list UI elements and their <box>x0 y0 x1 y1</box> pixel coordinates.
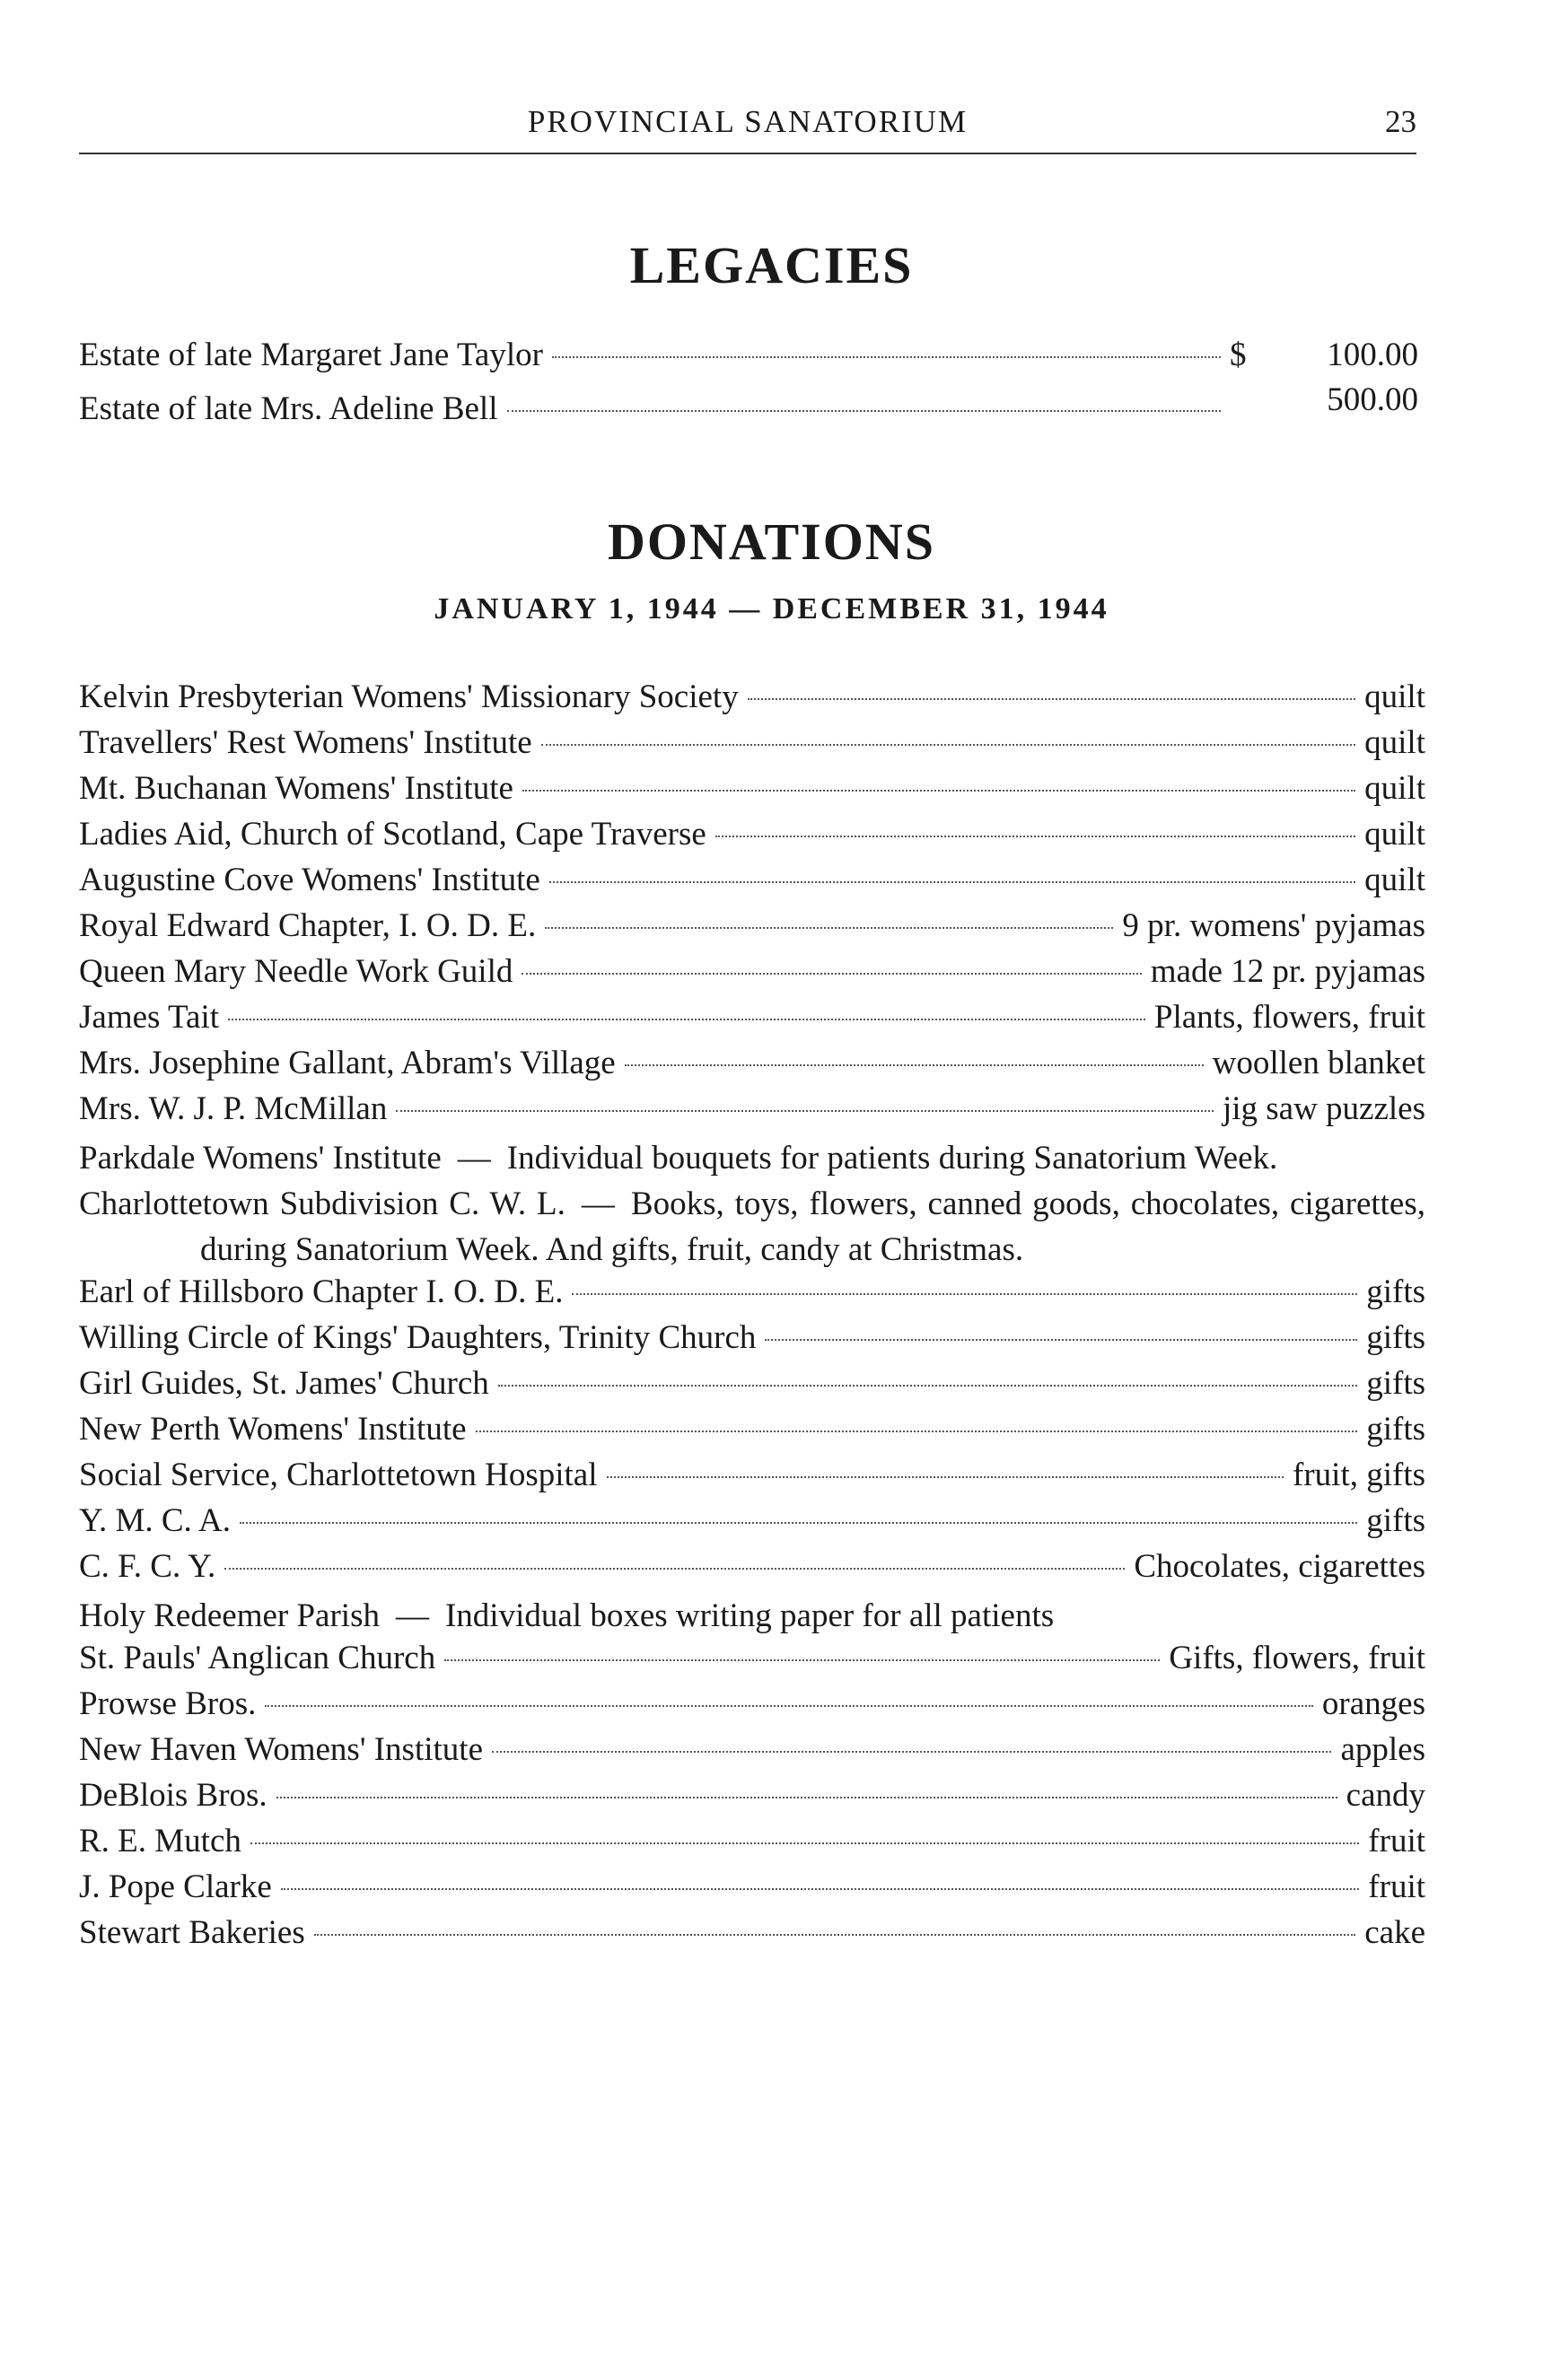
donation-gift: gifts <box>1366 1365 1425 1402</box>
dot-leader <box>507 410 1222 412</box>
donor-name: Girl Guides, St. James' Church <box>79 1365 489 1402</box>
currency-symbol: $ <box>1230 337 1247 373</box>
donor-name: C. F. C. Y. <box>79 1548 216 1585</box>
donation-gift: quilt <box>1364 724 1425 761</box>
dot-leader <box>396 1110 1214 1112</box>
legacies-heading: LEGACIES <box>629 236 914 294</box>
legacy-amount-cell <box>1230 381 1418 419</box>
dot-leader <box>276 1797 1337 1798</box>
donor-name: Augustine Cove Womens' Institute <box>79 862 540 898</box>
legacy-row <box>79 336 1418 381</box>
donation-gift: Plants, flowers, fruit <box>1153 999 1425 1036</box>
donation-gift: cake <box>1364 1914 1425 1951</box>
dot-leader <box>541 744 1355 746</box>
dot-leader <box>228 1019 1145 1020</box>
donation-gift: quilt <box>1364 816 1425 853</box>
dot-leader <box>765 1339 1357 1341</box>
dot-leader <box>498 1385 1357 1387</box>
donation-row <box>79 1684 1425 1730</box>
dot-leader <box>552 356 1221 358</box>
donation-gift: quilt <box>1364 770 1425 807</box>
donation-gift: Chocolates, cigarettes <box>1134 1548 1425 1585</box>
legacies-list <box>79 336 1418 425</box>
donor-name: Travellers' Rest Womens' Institute <box>79 724 532 761</box>
dot-leader <box>522 790 1355 792</box>
donor-name: Parkdale Womens' Institute <box>79 1140 442 1177</box>
donation-row <box>79 1868 1425 1913</box>
donation-row <box>79 1822 1425 1868</box>
donor-name: Y. M. C. A. <box>79 1502 231 1539</box>
donation-row <box>79 1273 1425 1318</box>
donation-gift: fruit, gifts <box>1293 1457 1425 1493</box>
legacy-name: Estate of late Margaret Jane Taylor <box>79 337 543 373</box>
donation-paragraph <box>79 1135 1425 1181</box>
donor-name: Holy Redeemer Parish <box>79 1597 380 1634</box>
donation-gift: apples <box>1340 1731 1425 1768</box>
running-title: PROVINCIAL SANATORIUM <box>527 104 969 139</box>
donation-row <box>79 815 1425 861</box>
donation-gift: candy <box>1346 1777 1425 1814</box>
donation-gift: oranges <box>1321 1685 1425 1722</box>
donation-row <box>79 1776 1425 1822</box>
donation-gift: quilt <box>1364 862 1425 898</box>
dot-leader <box>265 1705 1313 1707</box>
donation-row <box>79 1044 1425 1089</box>
donations-list <box>79 678 1425 1959</box>
donation-row <box>79 906 1425 952</box>
dot-leader <box>522 973 1141 975</box>
donation-row <box>79 1318 1425 1364</box>
donor-name: Willing Circle of Kings' Daughters, Trinity Church <box>79 1319 757 1356</box>
donation-row <box>79 998 1425 1044</box>
donor-name: Social Service, Charlottetown Hospital <box>79 1457 598 1493</box>
dot-leader <box>444 1659 1160 1661</box>
donor-name: New Perth Womens' Institute <box>79 1411 467 1448</box>
donation-gift: gifts <box>1366 1502 1425 1539</box>
donation-row <box>79 1410 1425 1456</box>
donation-row <box>79 1639 1425 1684</box>
legacy-amount: 500.00 <box>1327 381 1418 418</box>
donation-gift: made 12 pr. pyjamas <box>1150 953 1425 990</box>
donation-row <box>79 861 1425 906</box>
donation-gift: 9 pr. womens' pyjamas <box>1122 907 1425 944</box>
donor-name: St. Pauls' Anglican Church <box>79 1640 436 1676</box>
dot-leader <box>607 1476 1284 1478</box>
dot-leader <box>224 1568 1125 1570</box>
legacy-row <box>79 381 1418 425</box>
donation-gift: Gifts, flowers, fruit <box>1169 1640 1425 1676</box>
dot-leader <box>281 1888 1360 1890</box>
donation-gift: woollen blanket <box>1212 1045 1425 1081</box>
donation-row <box>79 1547 1425 1593</box>
dot-leader <box>715 836 1355 837</box>
donor-name: Mrs. W. J. P. McMillan <box>79 1090 388 1127</box>
em-dash: — <box>457 1140 491 1177</box>
donations-heading: DONATIONS <box>608 512 935 571</box>
em-dash: — <box>581 1186 615 1222</box>
donor-name: J. Pope Clarke <box>79 1868 272 1905</box>
donation-row <box>79 678 1425 723</box>
dot-leader <box>545 927 1113 929</box>
donation-paragraph <box>79 1181 1425 1273</box>
dot-leader <box>492 1751 1331 1753</box>
donations-period: JANUARY 1, 1944 — DECEMBER 31, 1944 <box>434 592 1109 626</box>
donation-row <box>79 1913 1425 1959</box>
donation-gift: Books, toys, flowers, canned goods, chocolates, cigarettes, during Sanatorium Week. And gifts, fruit, candy at Christmas. <box>200 1186 1425 1268</box>
legacy-amount: 100.00 <box>1327 337 1418 373</box>
donation-paragraph <box>79 1593 1425 1639</box>
dot-leader <box>240 1522 1357 1524</box>
donor-name: Queen Mary Needle Work Guild <box>79 953 513 990</box>
page-number: 23 <box>1385 104 1416 139</box>
donation-row <box>79 1730 1425 1776</box>
dot-leader <box>314 1934 1355 1936</box>
donation-gift: fruit <box>1368 1823 1425 1859</box>
donation-row <box>79 952 1425 998</box>
donor-name: Prowse Bros. <box>79 1685 257 1722</box>
dot-leader <box>748 698 1355 700</box>
dot-leader <box>572 1293 1357 1295</box>
donation-gift: quilt <box>1364 678 1425 715</box>
legacy-name: Estate of late Mrs. Adeline Bell <box>79 390 498 427</box>
em-dash: — <box>395 1597 429 1634</box>
donation-gift: gifts <box>1366 1319 1425 1356</box>
donor-name: Royal Edward Chapter, I. O. D. E. <box>79 907 537 944</box>
dot-leader <box>476 1431 1358 1432</box>
donation-row <box>79 1364 1425 1410</box>
donor-name: Mt. Buchanan Womens' Institute <box>79 770 513 807</box>
donation-gift: Individual bouquets for patients during Sanatorium Week. <box>506 1140 1278 1177</box>
donation-gift: gifts <box>1366 1411 1425 1448</box>
donation-row <box>79 1501 1425 1547</box>
donation-row <box>79 1089 1425 1135</box>
donation-gift: Individual boxes writing paper for all patients <box>444 1597 1055 1634</box>
donor-name: James Tait <box>79 999 220 1036</box>
donation-row <box>79 1456 1425 1501</box>
donation-gift: gifts <box>1366 1273 1425 1310</box>
legacy-amount-cell <box>1230 336 1418 374</box>
donation-row <box>79 769 1425 815</box>
donor-name: Stewart Bakeries <box>79 1914 305 1951</box>
donor-name: R. E. Mutch <box>79 1823 241 1859</box>
donor-name: Mrs. Josephine Gallant, Abram's Village <box>79 1045 616 1081</box>
donor-name: Kelvin Presbyterian Womens' Missionary Society <box>79 678 739 715</box>
page-header <box>79 101 1416 154</box>
donor-name: DeBlois Bros. <box>79 1777 267 1814</box>
donation-gift: fruit <box>1368 1868 1425 1905</box>
donation-row <box>79 723 1425 769</box>
donor-name: New Haven Womens' Institute <box>79 1731 483 1768</box>
dot-leader <box>549 881 1355 883</box>
donation-gift: jig saw puzzles <box>1222 1090 1425 1127</box>
dot-leader <box>625 1064 1204 1066</box>
donor-name: Charlottetown Subdivision C. W. L. <box>79 1186 565 1222</box>
dot-leader <box>250 1842 1359 1844</box>
donor-name: Earl of Hillsboro Chapter I. O. D. E. <box>79 1273 564 1310</box>
donor-name: Ladies Aid, Church of Scotland, Cape Traverse <box>79 816 706 853</box>
